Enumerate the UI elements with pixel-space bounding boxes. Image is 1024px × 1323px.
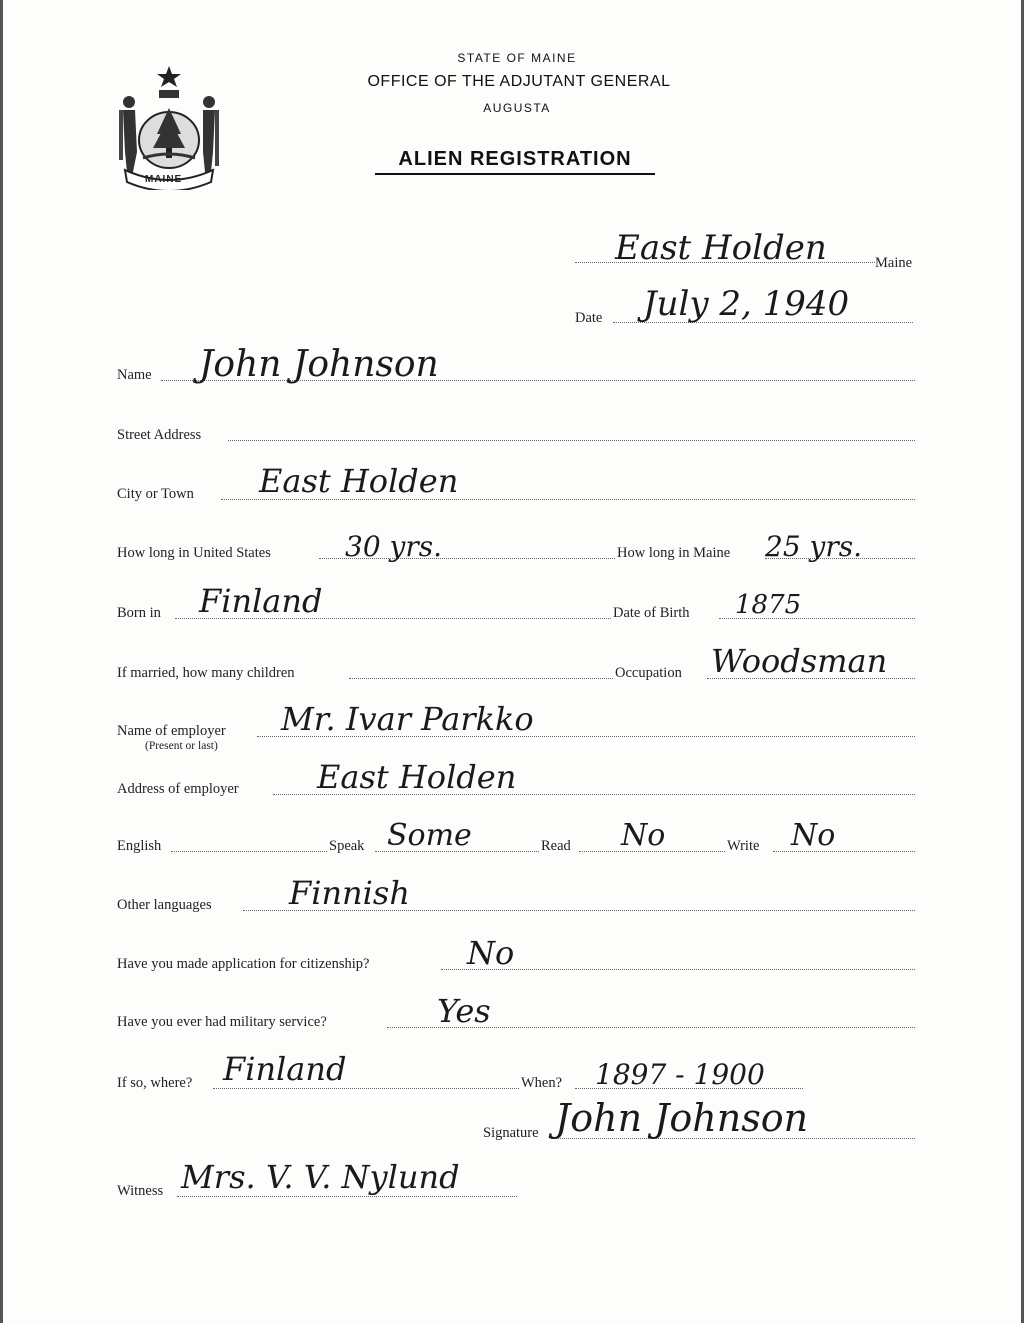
header-office: OFFICE OF THE ADJUTANT GENERAL [367, 73, 671, 90]
label-military: Have you ever had military service? [117, 1014, 327, 1030]
label-how-long-us: How long in United States [117, 545, 271, 561]
seal-banner-text: MAINE [145, 174, 183, 185]
header-city: AUGUSTA [483, 101, 551, 115]
label-occupation: Occupation [615, 665, 682, 681]
label-other-languages: Other languages [117, 897, 212, 913]
header-state: STATE OF MAINE [457, 51, 577, 65]
name-value: John Johnson [199, 344, 439, 385]
witness-line [177, 1196, 517, 1197]
label-date: Date [575, 310, 603, 326]
label-date-of-birth: Date of Birth [613, 605, 690, 621]
label-maine: Maine [875, 255, 913, 271]
label-employer: Name of employer [117, 723, 226, 739]
label-read: Read [541, 838, 571, 854]
label-english: English [117, 838, 162, 854]
how-long-maine-value: 25 yrs. [765, 530, 863, 563]
label-born-in: Born in [117, 605, 161, 621]
label-name: Name [117, 367, 152, 383]
label-citizenship: Have you made application for citizenship? [117, 956, 370, 972]
label-employer-sub: (Present or last) [145, 740, 218, 752]
label-how-long-maine: How long in Maine [617, 545, 731, 561]
where-line [213, 1088, 519, 1089]
title-underline [375, 173, 655, 175]
label-street: Street Address [117, 427, 202, 443]
signature-value: John Johnson [555, 1096, 809, 1140]
how-long-us-value: 30 yrs. [345, 530, 443, 563]
military-value: Yes [437, 992, 491, 1030]
citizenship-value: No [467, 934, 515, 972]
date-of-birth-value: 1875 [735, 590, 802, 620]
witness-value: Mrs. V. V. Nylund [181, 1158, 460, 1196]
speak-value: Some [387, 818, 472, 853]
other-languages-value: Finnish [289, 874, 410, 912]
occupation-value: Woodsman [711, 642, 888, 680]
read-value: No [621, 818, 666, 853]
label-write: Write [727, 838, 760, 854]
label-signature: Signature [483, 1125, 539, 1141]
label-witness: Witness [117, 1183, 164, 1199]
born-in-value: Finland [199, 582, 323, 620]
place-value: East Holden [615, 228, 827, 268]
where-value: Finland [223, 1050, 347, 1088]
employer-value: Mr. Ivar Parkko [281, 700, 534, 738]
employer-address-value: East Holden [317, 758, 517, 796]
label-city: City or Town [117, 486, 194, 502]
when-value: 1897 - 1900 [595, 1058, 765, 1091]
label-married: If married, how many children [117, 665, 295, 681]
english-line [171, 851, 327, 852]
label-where: If so, where? [117, 1075, 193, 1091]
street-line [228, 440, 915, 441]
children-line [349, 678, 613, 679]
form-title: ALIEN REGISTRATION [398, 148, 632, 170]
date-value: July 2, 1940 [643, 284, 850, 324]
label-employer-address: Address of employer [117, 781, 239, 797]
city-value: East Holden [259, 462, 459, 500]
label-when: When? [521, 1075, 563, 1091]
label-speak: Speak [329, 838, 365, 854]
write-value: No [791, 818, 836, 853]
